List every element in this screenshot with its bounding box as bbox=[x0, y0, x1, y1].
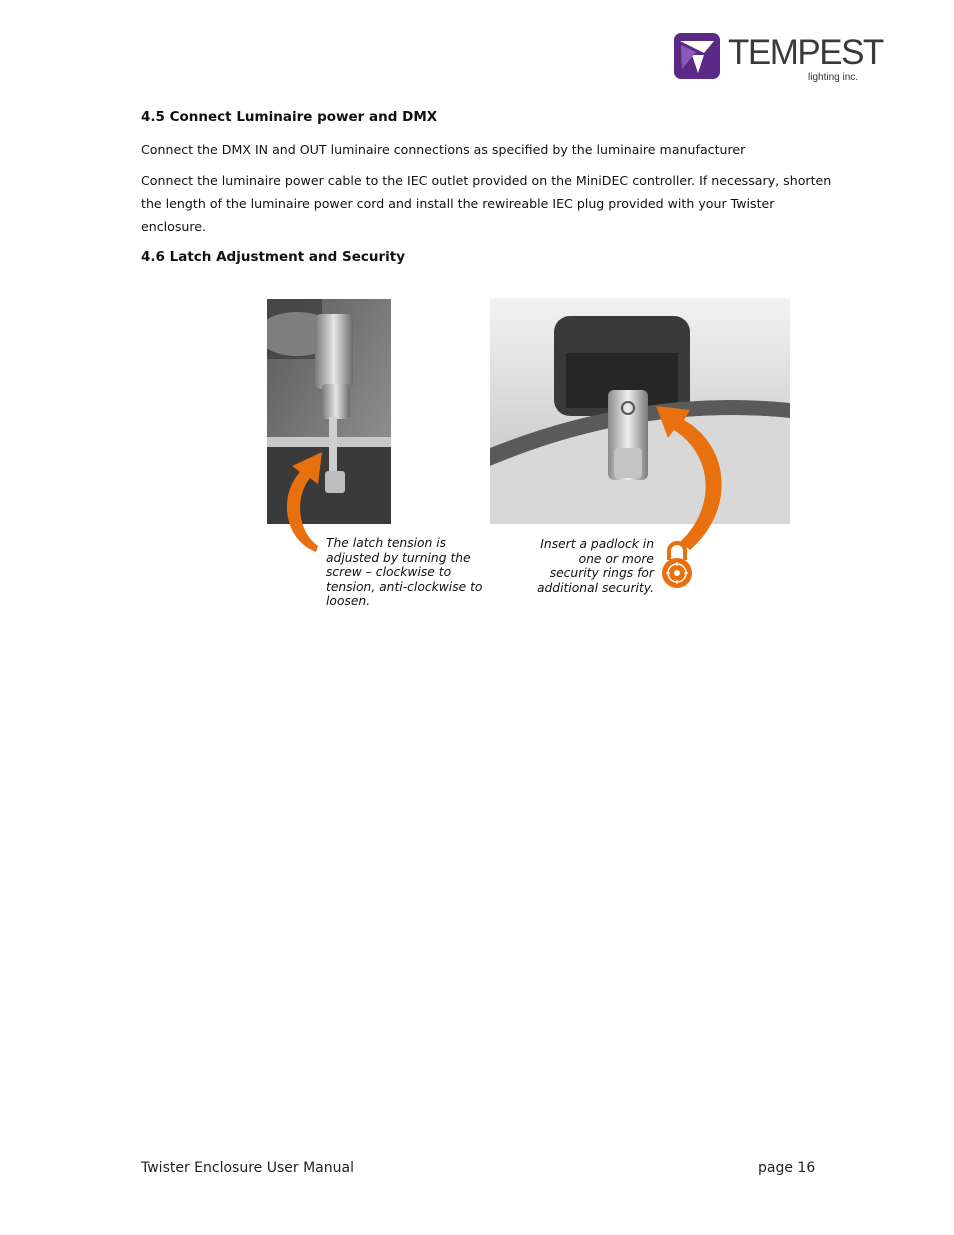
tempest-logo bbox=[674, 33, 883, 89]
page-number: page 16 bbox=[758, 1160, 816, 1176]
footer-title: Twister Enclosure User Manual bbox=[141, 1160, 354, 1176]
paragraph-dmx: Connect the DMX IN and OUT luminaire connections as specified by the luminaire manufacturer bbox=[141, 142, 746, 157]
section-heading-4-6: 4.6 Latch Adjustment and Security bbox=[141, 249, 406, 265]
padlock-caption: Insert a padlock in one or more security rings for additional security. bbox=[536, 537, 654, 595]
logo-wordmark: TEMPEST bbox=[728, 33, 883, 72]
section-heading-4-5: 4.5 Connect Luminaire power and DMX bbox=[141, 109, 438, 125]
padlock-icon bbox=[660, 540, 694, 590]
tempest-logo-mark-icon bbox=[674, 33, 720, 79]
anticlockwise-arrow-icon bbox=[650, 392, 730, 554]
paragraph-power: Connect the luminaire power cable to the IEC outlet provided on the MiniDEC controller. If necessary, shorten the length of the luminaire power cord and install the rewireable IEC plug provided with your Twister enclosure. bbox=[141, 173, 832, 234]
latch-tension-caption: The latch tension is adjusted by turning the screw – clockwise to tension, anti-clockwise to loosen. bbox=[326, 536, 483, 609]
logo-subtitle: lighting inc. bbox=[808, 72, 859, 83]
security-ring-photo bbox=[490, 298, 790, 524]
